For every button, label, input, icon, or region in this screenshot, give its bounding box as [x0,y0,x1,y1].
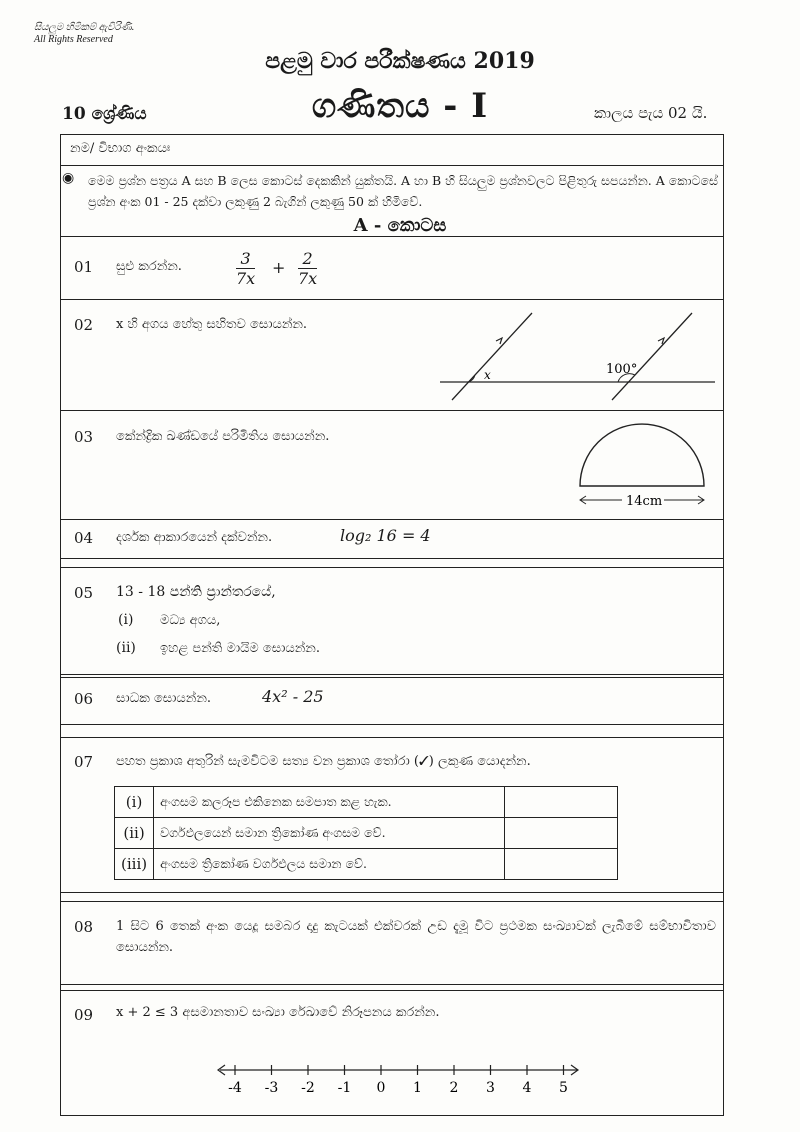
instructions-text: මෙම ප්‍රශ්න පත්‍රය A සහ B ලෙස කොටස් දෙකකින් යුක්තයි. A හා B හි සියලුම ප්‍රශ්නවලට පිළිතුරු සපයන්න. A කොටසේ ප්‍රශ්න අංක 01 - 25 දක්වා ලකුණු 2 බැගින් ලකුණු 50 ක් හිමිවේ. [88,173,718,209]
part-a-heading: A - කොටස [353,215,447,236]
fraction-numerator: 2 [298,249,317,269]
statement-cell: වර්ගඵලයෙන් සමාන ත්‍රිකෝණ අංගසම වේ. [154,818,505,849]
row-label: (iii) [115,849,154,880]
tick-label: -2 [301,1080,315,1096]
grade-label: 10 ශ්‍රේණිය [62,104,147,124]
question-text: පහත ප්‍රකාශ අතුරින් සැමවිටම සත්‍ය වන ප්‍රකාශ තෝරා (✓) ලකුණ යොදන්න. [116,754,531,769]
time-allowed: කාලය පැය 02 යි. [594,104,708,122]
tick-label: -4 [228,1080,242,1096]
tick-label: 0 [376,1080,386,1096]
subpart-text: මධ්‍ය අගය, [160,613,221,628]
parallel-arrow-icon [658,338,664,344]
fraction-2 [298,249,317,288]
angle-label-100: 100° [606,362,638,377]
tick-label: 3 [486,1080,495,1096]
bullet-icon: ◉ [62,170,75,186]
angle-label-x: x [484,368,491,382]
question-number: 04 [74,529,94,547]
tick-label: 4 [522,1080,532,1096]
question-text: දර්ශක ආකාරයෙන් දක්වන්න. [116,530,273,545]
question-text: x හි අගය හේතු සහිතව සොයන්න. [116,317,308,332]
table-row [115,818,618,849]
fraction-denominator: 7x [298,269,318,288]
subpart-label: (ii) [116,640,136,656]
semicircle-diagram [570,418,720,518]
question-text: සුළු කරන්න. [116,259,182,274]
tick-label: -1 [337,1080,352,1096]
semicircle-shape [580,424,704,486]
name-index-label: නම/ විභාග අංකයඃ [70,141,171,156]
question-number: 06 [74,690,94,708]
parallel-lines-diagram [430,305,720,405]
fraction-denominator: 7x [236,269,256,288]
subpart-text: ඉහළ පන්ති මායිම සොයන්න. [160,641,320,656]
answer-cell[interactable] [505,787,618,818]
question-number: 02 [74,316,94,334]
fraction-numerator: 3 [236,249,255,269]
tick-label: 1 [413,1080,422,1096]
statement-cell: අංගසම ත්‍රිකෝණ වර්ගඵලය සමාන වේ. [154,849,505,880]
row-label: (ii) [115,818,154,849]
copyright-english: All Rights Reserved [34,34,113,45]
exam-title: පළමු වාර පරීක්ෂණය 2019 [265,48,535,74]
question-number: 03 [74,428,94,446]
question-text: සාධක සොයන්න. [116,691,212,706]
number-line [215,1058,585,1098]
answer-cell[interactable] [505,818,618,849]
dimension-label: 14cm [626,494,663,509]
copyright-notice [34,22,134,46]
question-number: 05 [74,584,94,602]
question-number: 09 [74,1006,94,1024]
tick-label: 5 [559,1080,568,1096]
log-expression: log₂ 16 = 4 [340,526,431,545]
question-text: 1 සිට 6 තෙක් අංක යෙදූ සමබර දාදු කැටයක් එක්වරක් උඩ දැමූ විට ප්‍රථමක සංඛ්‍යාවක් ලැබීමේ සම්භාවිතාව සොයන්න. [116,919,716,955]
parallel-arrow-icon [496,338,502,344]
question-text: x + 2 ≤ 3 අසමානතාව සංඛ්‍යා රේඛාවේ නිරූපනය කරන්න. [116,1005,440,1020]
tick-label: -3 [264,1080,279,1096]
question-number: 07 [74,753,94,771]
question-number: 01 [74,258,94,276]
statement-cell: අංගසම කලරූප එකිනෙක සමපාත කළ හැක. [154,787,505,818]
copyright-sinhala: සියලුම හිමිකම් ඇවිරිණි. [34,22,135,33]
answer-cell[interactable] [505,849,618,880]
table-row [115,787,618,818]
statements-table [114,786,618,880]
question-text: 13 - 18 පන්ති ප්‍රාන්තරයේ, [116,584,276,600]
parallel-line-2 [612,313,692,400]
factor-expression: 4x² - 25 [262,687,324,706]
tick-label: 2 [449,1080,459,1096]
table-row [115,849,618,880]
subpart-label: (i) [118,612,134,628]
parallel-line-1 [452,313,532,400]
fraction-1 [236,249,255,288]
plus-operator: + [272,258,286,277]
question-number: 08 [74,918,94,936]
subject-title: ගණිතය - I [311,86,489,126]
row-label: (i) [115,787,154,818]
question-text: කේන්ද්‍රික ඛණ්ඩයේ පරිමිතිය සොයන්න. [116,429,330,444]
